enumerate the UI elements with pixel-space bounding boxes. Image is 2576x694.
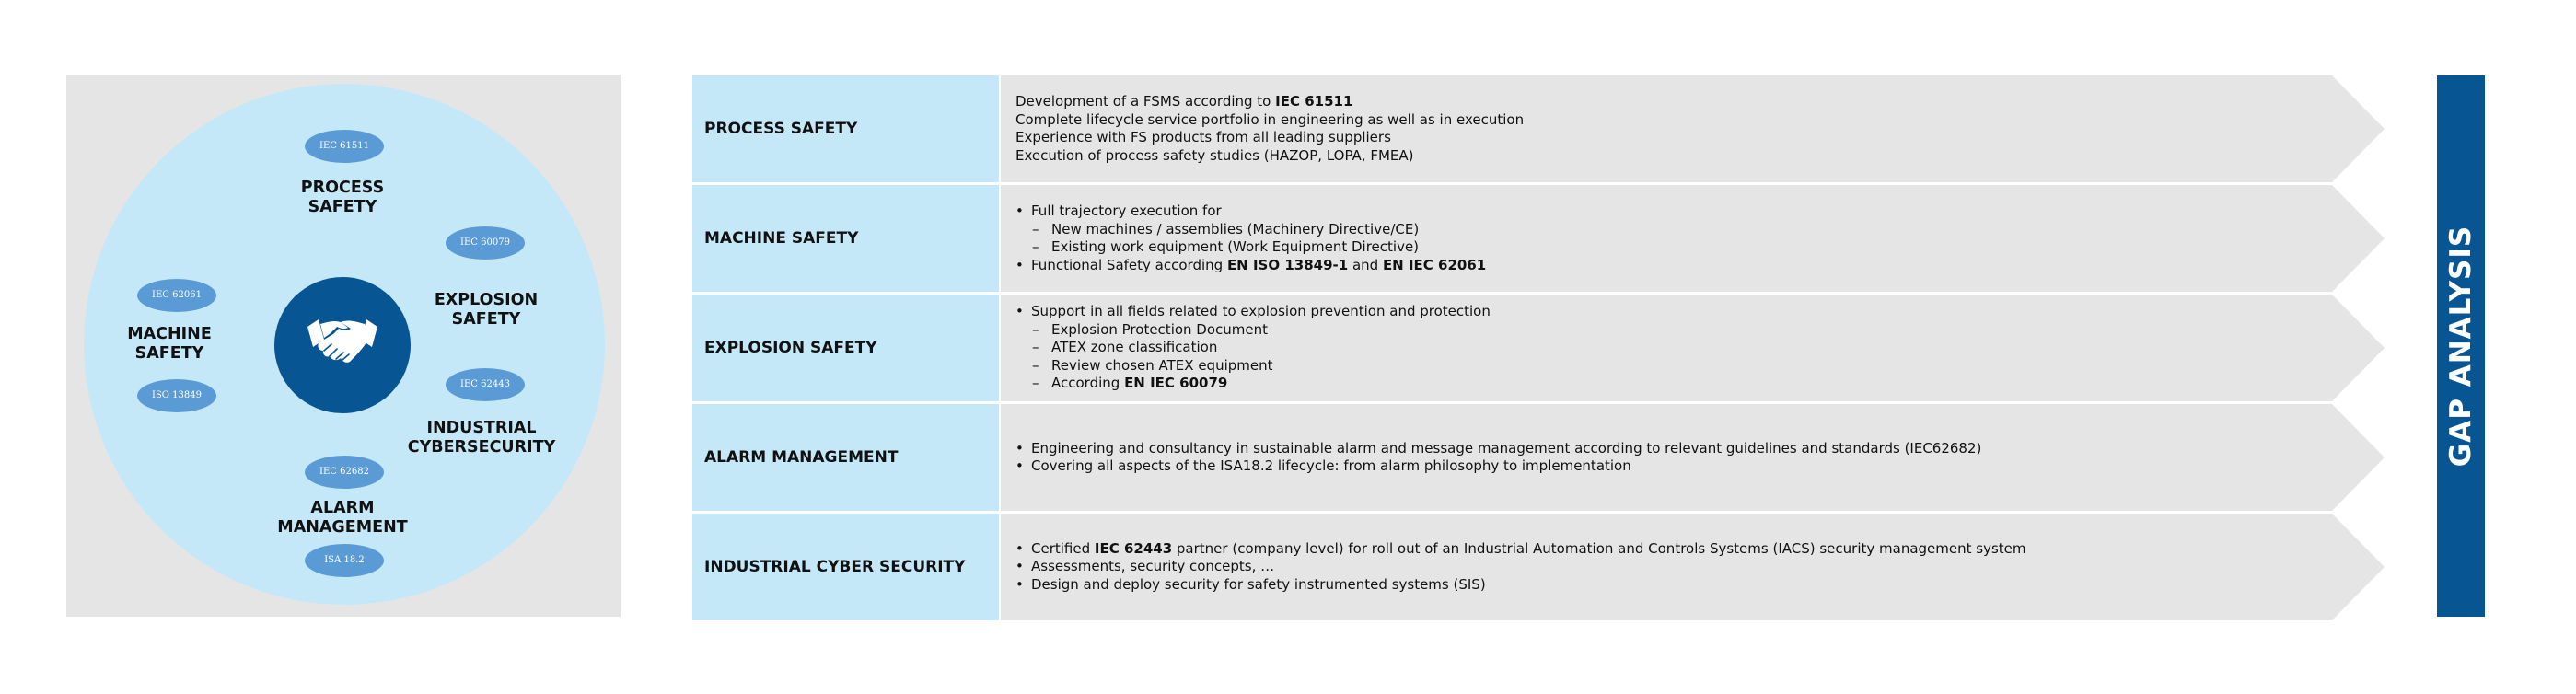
bold-text: IEC 62443 — [1094, 539, 1173, 557]
row-process-safety — [692, 75, 2385, 182]
text-segment: Support in all fields related to explosion prevention and protection — [1031, 303, 1491, 320]
topic-line: SAFETY — [134, 344, 204, 363]
text-line — [1015, 129, 2311, 147]
topic-line: EXPLOSION — [434, 291, 539, 309]
text-segment: Full trajectory execution for — [1031, 202, 1222, 219]
text-segment: Design and deploy security for safety instrumented systems (SIS) — [1031, 575, 1486, 593]
text-segment: Assessments, security concepts, … — [1031, 558, 1275, 575]
topic-line: MANAGEMENT — [277, 518, 408, 537]
bullet-item — [1015, 576, 2311, 595]
gap-analysis-bar — [2437, 75, 2485, 617]
standard-badge-iec-61511: IEC 61511 — [305, 130, 384, 163]
standard-badge-isa-18-2: ISA 18.2 — [305, 544, 384, 577]
row-label: MACHINE SAFETY — [704, 229, 859, 248]
row-machine-safety — [692, 185, 2385, 292]
text-segment: ATEX zone classification — [1051, 339, 1218, 356]
row-content — [1015, 514, 2311, 620]
topic-line: SAFETY — [307, 198, 377, 216]
text-line — [1015, 147, 2311, 166]
bold-text: EN ISO 13849-1 — [1226, 256, 1349, 273]
topic-line: SAFETY — [451, 310, 521, 329]
sub-item — [1015, 238, 2311, 257]
row-arrow-cell — [1001, 185, 2385, 292]
bullet-item — [1015, 457, 2311, 476]
gap-analysis-label: GAP ANALYSIS — [2444, 225, 2477, 468]
topic-process-safety — [301, 179, 384, 217]
bullet-item — [1015, 540, 2311, 559]
row-label-cell — [692, 295, 999, 401]
topic-line: PROCESS — [300, 179, 385, 197]
text-segment: Execution of process safety studies (HAZOP, LOPA, FMEA) — [1015, 146, 1414, 164]
row-content — [1015, 75, 2311, 182]
text-segment: According — [1051, 375, 1125, 392]
text-segment: and — [1348, 256, 1383, 273]
sub-item — [1015, 321, 2311, 340]
bullet-item — [1015, 558, 2311, 576]
bold-text: EN IEC 60079 — [1124, 375, 1228, 392]
center-circle — [274, 277, 411, 413]
row-content — [1015, 295, 2311, 401]
text-segment: Development of a FSMS according to — [1015, 93, 1276, 110]
row-arrow-cell — [1001, 514, 2385, 620]
row-label: PROCESS SAFETY — [704, 120, 858, 138]
bullet-item — [1015, 257, 2311, 275]
standard-badge-iec-62061: IEC 62061 — [137, 279, 216, 312]
bullet-item — [1015, 440, 2311, 458]
row-label: ALARM MANAGEMENT — [704, 448, 899, 467]
topic-explosion-safety — [435, 291, 538, 330]
topic-diagram-panel — [66, 75, 621, 617]
text-segment: partner (company level) for roll out of an Industrial Automation and Controls Systems (IACS) security management system — [1172, 539, 2026, 557]
topic-alarm-management — [277, 499, 407, 538]
text-segment: Experience with FS products from all leading suppliers — [1015, 129, 1391, 145]
row-label: EXPLOSION SAFETY — [704, 339, 877, 357]
text-line — [1015, 93, 2311, 111]
row-industrial-cyber-security — [692, 514, 2385, 620]
standard-badge-iec-62443: IEC 62443 — [446, 368, 525, 401]
text-segment: Covering all aspects of the ISA18.2 lifecycle: from alarm philosophy to implementation — [1031, 457, 1631, 474]
row-alarm-management — [692, 404, 2385, 511]
text-segment: Review chosen ATEX equipment — [1051, 356, 1273, 374]
row-label-cell — [692, 514, 999, 620]
text-segment: Certified — [1031, 539, 1095, 557]
topic-line: ALARM — [310, 499, 375, 517]
standard-badge-iso-13849: ISO 13849 — [137, 379, 216, 412]
row-arrow-cell — [1001, 404, 2385, 511]
row-arrow-cell — [1001, 75, 2385, 182]
bold-text: EN IEC 62061 — [1382, 256, 1487, 273]
row-explosion-safety — [692, 295, 2385, 401]
topic-line: INDUSTRIAL — [426, 419, 537, 437]
standard-badge-iec-60079: IEC 60079 — [446, 226, 525, 260]
text-segment: Existing work equipment (Work Equipment Directive) — [1051, 238, 1420, 255]
bullet-item — [1015, 202, 2311, 221]
row-label-cell — [692, 185, 999, 292]
bold-text: IEC 61511 — [1275, 93, 1353, 110]
topic-line: MACHINE — [127, 325, 212, 343]
text-segment: Explosion Protection Document — [1051, 320, 1269, 338]
sub-item — [1015, 339, 2311, 357]
topic-industrial-cybersecurity — [408, 419, 556, 457]
sub-item — [1015, 357, 2311, 376]
bullet-item — [1015, 303, 2311, 321]
handshake-icon — [306, 312, 379, 378]
sub-item — [1015, 375, 2311, 393]
row-arrow-cell — [1001, 295, 2385, 401]
text-segment: Complete lifecycle service portfolio in engineering as well as in execution — [1015, 110, 1525, 128]
row-content — [1015, 404, 2311, 511]
standard-badge-iec-62682: IEC 62682 — [305, 456, 384, 489]
topic-line: CYBERSECURITY — [407, 438, 556, 457]
text-segment: Functional Safety according — [1031, 256, 1227, 273]
sub-item — [1015, 221, 2311, 239]
row-content — [1015, 185, 2311, 292]
text-segment: Engineering and consultancy in sustainable alarm and message management according to relevant guidelines and standards (IEC62682) — [1031, 439, 1982, 457]
text-line — [1015, 111, 2311, 130]
text-segment: New machines / assemblies (Machinery Directive/CE) — [1051, 220, 1420, 237]
row-label-cell — [692, 75, 999, 182]
row-label-cell — [692, 404, 999, 511]
topic-machine-safety — [127, 325, 212, 364]
row-label: INDUSTRIAL CYBER SECURITY — [704, 558, 966, 576]
